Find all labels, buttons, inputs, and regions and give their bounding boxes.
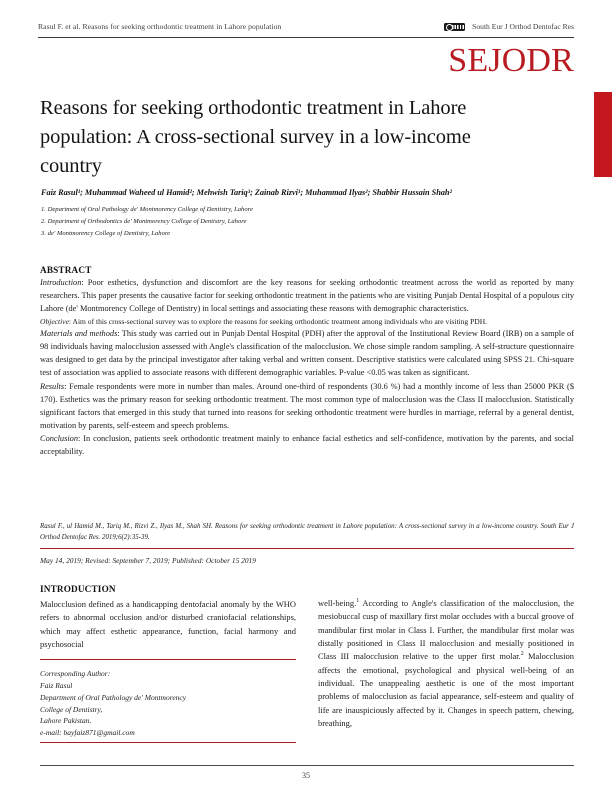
- citation-divider: [40, 548, 574, 549]
- intro-left-column: [40, 584, 296, 651]
- intro-paragraph-right: [318, 597, 574, 730]
- abstract-text: : Female respondents were more in number than males. Around one-third of respondents (30.6 %) had a monthly income of less than 25000 PKR ($ 170). Esthetics was the primary reason for seeking orthodontic treatment. The most common type of malocclusion was the Class II malocclusion. Statistically significant factors that emerged in this study that turned into reasons for seeking orthodontic treatment were hurdles in marriage, referral by a general dentist, motivation by parents, self-esteem and speech problems.: [40, 381, 574, 430]
- corresponding-author-department: Department of Oral Pathology de' Montmorency: [40, 692, 187, 702]
- reference-marker-1: 1: [356, 598, 360, 605]
- corresponding-author-bottom-divider: [40, 742, 296, 743]
- affiliation-item: 2. Department of Orthodontics de' Montmorency College of Dentistry, Lahore: [41, 218, 247, 226]
- affiliation-list: [41, 204, 461, 241]
- author-list: Faiz Rasul¹; Muhammad Waheed ul Hamid²; Mehwish Tariq³; Zainab Rizvi¹; Muhammad Ilyas²; Shabbir Hussain Shah²: [41, 188, 452, 197]
- abstract-section: [40, 277, 574, 316]
- publication-dates: May 14, 2019; Revised: September 7, 2019; Published: October 15 2019: [40, 556, 256, 565]
- corresponding-author-college: College of Dentistry,: [40, 704, 103, 714]
- header-divider: [38, 37, 574, 38]
- running-head: [38, 22, 574, 31]
- corresponding-author-label: Corresponding Author:: [40, 669, 111, 678]
- abstract-body: [40, 277, 574, 459]
- running-head-right-group: [444, 22, 574, 31]
- abstract-label: Objective: [40, 317, 69, 327]
- corresponding-author-city: Lahore Pakistan.: [40, 716, 92, 726]
- abstract-label: Results: [40, 381, 65, 391]
- intro-text-seg3: Malocclusion affects the emotional, psychological and physical well-being of an individual. The unappealing aesthetic is one of the most important problems of malocclusion as facial appearance, self-esteem and quality of life are inauspiciously affected by it. Changes in speech pattern, chewing, breathing,: [318, 651, 574, 728]
- abstract-text: : This study was carried out in Punjab Dental Hospital (PDH) after the approval of the Institutional Review Board (IRB) on a sample of 98 individuals having malocclusion assessed with Angle's classification of the malocclusion. We chose simple random sampling. A self-structure questionnaire was designed to get data by the principal investigator after taking verbal and written consent. Descriptive statistics were calculated using SPSS 21. Chi-square test of association was applied to associate reasons with different demographic variables. P-value <0.05 was taken as significant.: [40, 329, 574, 378]
- journal-name: South Eur J Orthod Dentofac Res: [472, 22, 574, 31]
- reference-marker-2: 2: [520, 651, 524, 658]
- abstract-label: Introduction: [40, 278, 82, 287]
- corresponding-author-name: Faiz Rasul: [40, 680, 73, 690]
- corresponding-author-top-divider: [40, 659, 296, 660]
- journal-logo: SEJODR: [448, 42, 574, 79]
- intro-paragraph-left: Malocclusion defined as a handicapping dentofacial anomaly by the WHO refers to abnormal occlusion and/or disturbed craniofacial relationships, which may affect esthetic appearance, function, facial harmony and psychosocial: [40, 599, 296, 649]
- corresponding-author-block: [40, 668, 296, 739]
- intro-text-seg1: well-being.: [318, 598, 357, 608]
- intro-right-column: [318, 597, 574, 730]
- affiliation-item: 3. de' Montmorency College of Dentistry, Lahore: [41, 230, 171, 238]
- red-edge-bar: [594, 92, 612, 177]
- abstract-text: : Poor esthetics, dysfunction and discomfort are the key reasons for seeking orthodontic treatment across the world as reported by many researchers. This paper presents the causative factor for seeking orthodontic treatment in the patients who are visiting Punjab Dental Hospital of a populous city Lahore (de' Montmorency College of Dentistry) in local settings and associating these reasons with demographic characteristics.: [40, 278, 574, 313]
- intro-text-seg2: According to Angle's classification of the malocclusion, the mesiobuccal cusp of maxillary first molar occludes with a buccal groove of mandibular first molar in Class I. Further, the mandibular first molar was distally positioned in Class II malocclusion and mesially positioned in Class III malocclusion relative to the upper first molar.: [318, 598, 574, 662]
- footer-divider: [40, 765, 574, 766]
- running-head-title: Rasul F. et al. Reasons for seeking orthodontic treatment in Lahore population: [38, 22, 282, 31]
- abstract-section: [40, 433, 574, 459]
- abstract-text: : Aim of this cross-sectional survey was to explore the reasons for seeking orthodontic treatment among individuals who are visiting PDH.: [68, 317, 488, 327]
- article-title: Reasons for seeking orthodontic treatment in Lahore population: A cross-sectional survey in a low-income country: [40, 97, 471, 178]
- citation-block: Rasul F., ul Hamid M., Tariq M., Rizvi Z., Ilyas M., Shah SH. Reasons for seeking orthodontic treatment in Lahore population: A cross-sectional survey in a low-income country. South Eur J Orthod Dentofac Res. 2019;6(2):35-39.: [40, 523, 574, 542]
- abstract-text: : In conclusion, patients seek orthodontic treatment mainly to enhance facial esthetics and self-confidence, motivation by the parents, and social acceptability.: [40, 433, 574, 456]
- abstract-section: [40, 381, 574, 433]
- page-number: 35: [302, 771, 310, 780]
- introduction-heading: INTRODUCTION: [40, 584, 116, 594]
- abstract-label: Materials and methods: [40, 329, 118, 339]
- creative-commons-icon: [444, 23, 465, 31]
- abstract-heading: ABSTRACT: [40, 265, 92, 275]
- affiliation-item: 1. Department of Oral Pathology de' Montmorency College of Dentistry, Lahore: [41, 206, 253, 213]
- abstract-section: [40, 328, 574, 380]
- abstract-section: [40, 316, 574, 327]
- corresponding-author-email: e-mail: bayfaiz871@gmail.com: [40, 728, 135, 738]
- abstract-label: Conclusion: [40, 433, 79, 443]
